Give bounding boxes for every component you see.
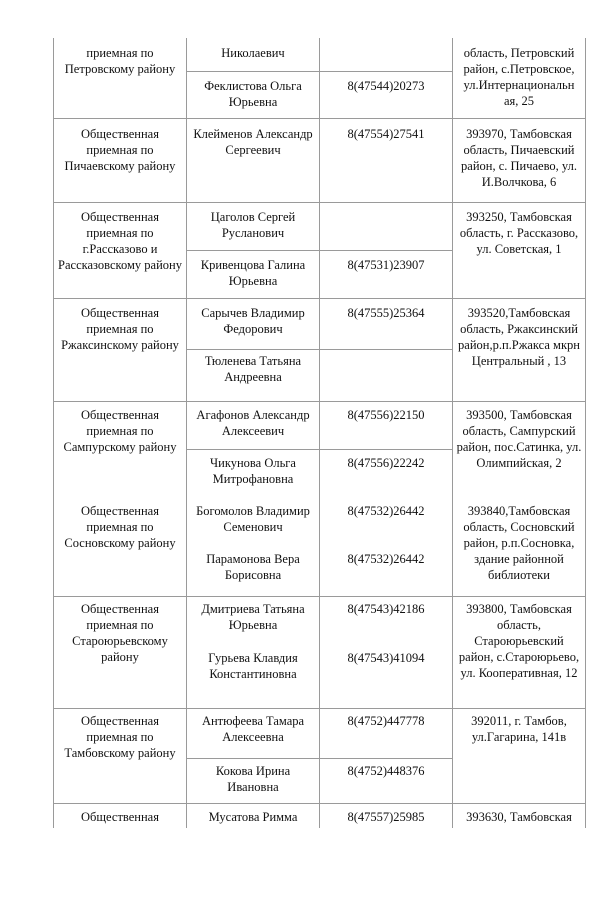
address-cell: область, Петровский район, с.Петровское, ул.Интернациональн ая, 25 bbox=[463, 46, 575, 108]
row-separator bbox=[53, 401, 586, 402]
office-cell: Общественная приемная по Сампурскому району bbox=[63, 408, 177, 454]
member-phone: 8(47532)26442 bbox=[347, 504, 425, 518]
subrow-separator bbox=[186, 349, 452, 350]
member-name: Богомолов Владимир Семенович bbox=[196, 504, 310, 534]
member-phone: 8(4752)447778 bbox=[347, 714, 425, 728]
row-separator bbox=[53, 202, 586, 203]
member-name: Дмитриева Татьяна Юрьевна bbox=[201, 602, 305, 632]
subrow-separator bbox=[186, 71, 452, 72]
office-cell: Общественная приемная по Тамбовскому району bbox=[64, 714, 176, 760]
office-cell: Общественная приемная по Ржаксинскому району bbox=[61, 306, 179, 352]
office-cell: Общественная приемная по Пичаевскому району bbox=[64, 127, 176, 173]
column-divider bbox=[452, 38, 453, 828]
member-name: Кривенцова Галина Юрьевна bbox=[200, 258, 306, 288]
address-cell: 393970, Тамбовская область, Пичаевский район, с. Пичаево, ул. И.Волчкова, 6 bbox=[461, 127, 577, 189]
member-name: Сарычев Владимир Федорович bbox=[201, 306, 305, 336]
address-cell: 393520,Тамбовская область, Ржаксинский район,р.п.Ржакса мкрн Центральный , 13 bbox=[458, 306, 580, 368]
member-name: Парамонова Вера Борисовна bbox=[206, 552, 300, 582]
member-phone: 8(47544)20273 bbox=[347, 79, 425, 93]
member-phone: 8(47557)25985 bbox=[347, 810, 425, 824]
subrow-separator bbox=[186, 758, 452, 759]
office-cell: Общественная приемная по г.Рассказово и Рассказовскому району bbox=[58, 210, 182, 272]
address-cell: 393800, Тамбовская область, Староюрьевский район, с.Староюрьево, ул. Кооперативная, 12 bbox=[458, 602, 580, 680]
member-name: Чикунова Ольга Митрофановна bbox=[210, 456, 296, 486]
column-divider bbox=[319, 38, 320, 828]
member-name: Феклистова Ольга Юрьевна bbox=[204, 79, 302, 109]
member-phone: 8(47556)22242 bbox=[347, 456, 425, 470]
office-cell: приемная по Петровскому району bbox=[64, 46, 176, 76]
member-name: Антюфеева Тамара Алексеевна bbox=[201, 714, 305, 744]
row-separator bbox=[53, 118, 586, 119]
office-cell: Общественная приемная по Староюрьевскому району bbox=[72, 602, 168, 664]
address-cell: 393250, Тамбовская область, г. Рассказово, ул. Советская, 1 bbox=[459, 210, 579, 256]
member-name: Николаевич bbox=[221, 46, 285, 60]
address-cell: 393630, Тамбовская bbox=[466, 810, 572, 824]
row-separator bbox=[53, 803, 586, 804]
row-separator bbox=[53, 596, 586, 597]
member-name: Цаголов Сергей Русланович bbox=[210, 210, 296, 240]
member-phone: 8(47555)25364 bbox=[347, 306, 425, 320]
member-phone: 8(47543)41094 bbox=[347, 651, 425, 665]
address-cell: 393500, Тамбовская область, Сампурский район, пос.Сатинка, ул. Олимпийская, 2 bbox=[456, 408, 582, 470]
member-phone: 8(47532)26442 bbox=[347, 552, 425, 566]
address-cell: 392011, г. Тамбов, ул.Гагарина, 141в bbox=[471, 714, 567, 744]
member-name: Клейменов Александр Сергеевич bbox=[193, 127, 313, 157]
member-phone: 8(47531)23907 bbox=[347, 258, 425, 272]
table-border-left bbox=[53, 38, 54, 828]
row-separator bbox=[53, 708, 586, 709]
table-border-right bbox=[585, 38, 586, 828]
member-name: Тюленева Татьяна Андреевна bbox=[204, 354, 302, 384]
member-name: Мусатова Римма bbox=[208, 810, 298, 824]
office-cell: Общественная bbox=[81, 810, 159, 824]
row-separator bbox=[53, 298, 586, 299]
member-phone: 8(4752)448376 bbox=[347, 764, 425, 778]
column-divider bbox=[186, 38, 187, 828]
member-phone: 8(47543)42186 bbox=[347, 602, 425, 616]
member-phone: 8(47556)22150 bbox=[347, 408, 425, 422]
member-phone: 8(47554)27541 bbox=[347, 127, 425, 141]
address-cell: 393840,Тамбовская область, Сосновский район, р.п.Сосновка, здание районной библиотеки bbox=[463, 504, 575, 582]
member-name: Агафонов Александр Алексеевич bbox=[196, 408, 310, 438]
subrow-separator bbox=[186, 449, 452, 450]
subrow-separator bbox=[186, 250, 452, 251]
member-name: Гурьева Клавдия Константиновна bbox=[208, 651, 298, 681]
office-cell: Общественная приемная по Сосновскому району bbox=[64, 504, 176, 550]
member-name: Кокова Ирина Ивановна bbox=[215, 764, 291, 794]
